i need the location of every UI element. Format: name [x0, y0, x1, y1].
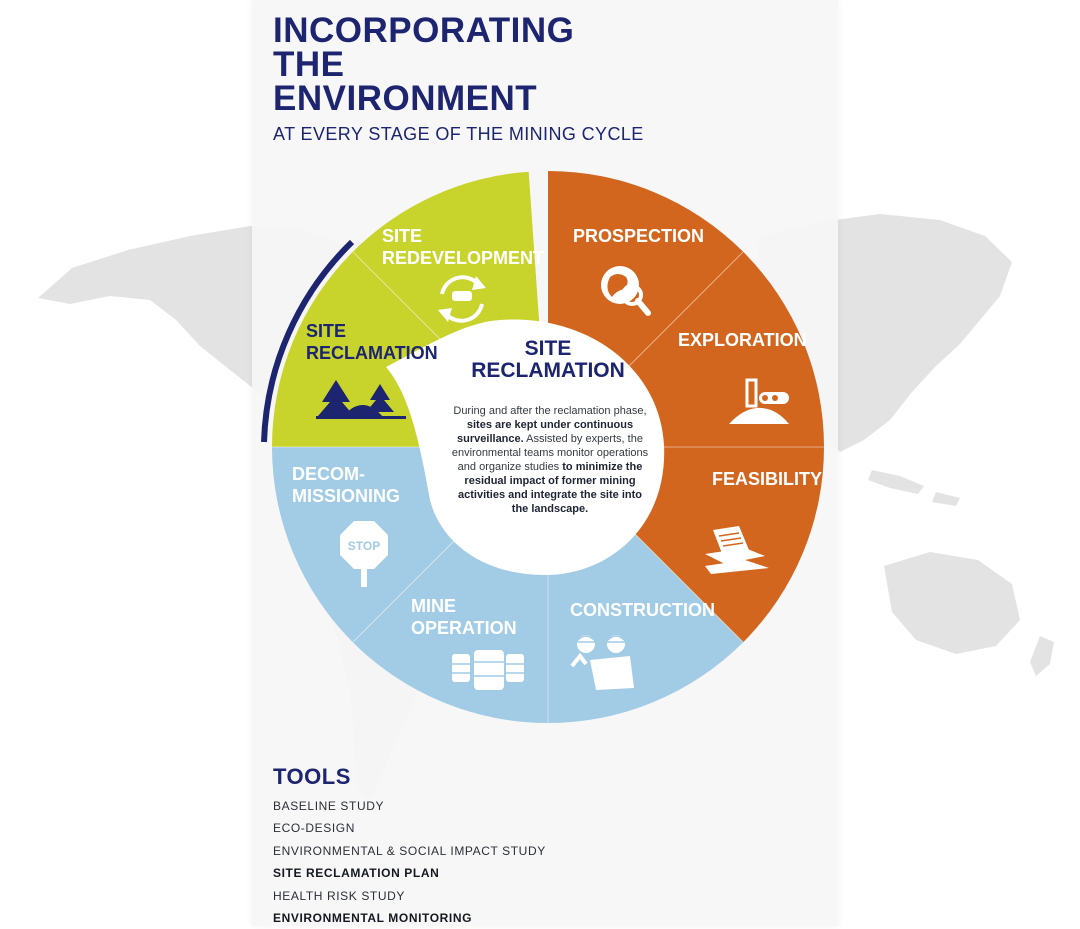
tools-list-item: ENVIRONMENTAL MONITORING [273, 911, 473, 926]
segment-label: MISSIONING [292, 486, 401, 506]
segment-label: CONSTRUCTION [570, 600, 715, 620]
center-text-run: During and after the reclamation phase, [453, 405, 647, 417]
center-title-line: RECLAMATION [471, 359, 625, 382]
map-islands [868, 470, 960, 506]
page-subtitle: AT EVERY STAGE OF THE MINING CYCLE [273, 124, 644, 144]
segment-label: PROSPECTION [573, 226, 705, 246]
center-description [449, 404, 651, 516]
title-line: ENVIRONMENT [273, 79, 538, 118]
map-new-zealand [1030, 636, 1054, 676]
title-line: THE [273, 45, 345, 84]
tools-list-item: ECO-DESIGN [273, 821, 356, 836]
tools-list-item: SITE RECLAMATION PLAN [273, 866, 440, 881]
stop-sign-text: STOP [347, 539, 381, 553]
center-text-bold: sites are kept under continuous surveillance. [457, 419, 634, 445]
segment-label: OPERATION [411, 618, 517, 638]
segment-label: SITE [306, 321, 347, 341]
map-australia [884, 552, 1020, 654]
tools-heading: TOOLS [273, 764, 351, 789]
segment-label: REDEVELOPMENT [382, 248, 545, 268]
segment-label: RECLAMATION [306, 343, 438, 363]
center-text-bold: to minimize the residual impact of former mining activities and integrate the site into the landscape. [458, 461, 643, 515]
tools-list-item: BASELINE STUDY [273, 799, 385, 813]
tools-list-item: ENVIRONMENTAL & SOCIAL IMPACT STUDY [273, 843, 546, 858]
segment-label: DECOM- [292, 464, 365, 484]
segment-label: FEASIBILITY [712, 469, 823, 489]
title-line: INCORPORATING [273, 11, 575, 50]
tools-list-item: HEALTH RISK STUDY [273, 888, 405, 903]
segment-label: MINE [411, 596, 456, 616]
segment-label: EXPLORATION [678, 330, 807, 350]
segment-label: SITE [382, 226, 423, 246]
center-text-run: Assisted by experts, the environmental teams monitor operations and organize studies [451, 433, 649, 473]
center-title-line: SITE [524, 337, 572, 360]
tools-list [273, 795, 546, 929]
page-title [273, 11, 575, 118]
